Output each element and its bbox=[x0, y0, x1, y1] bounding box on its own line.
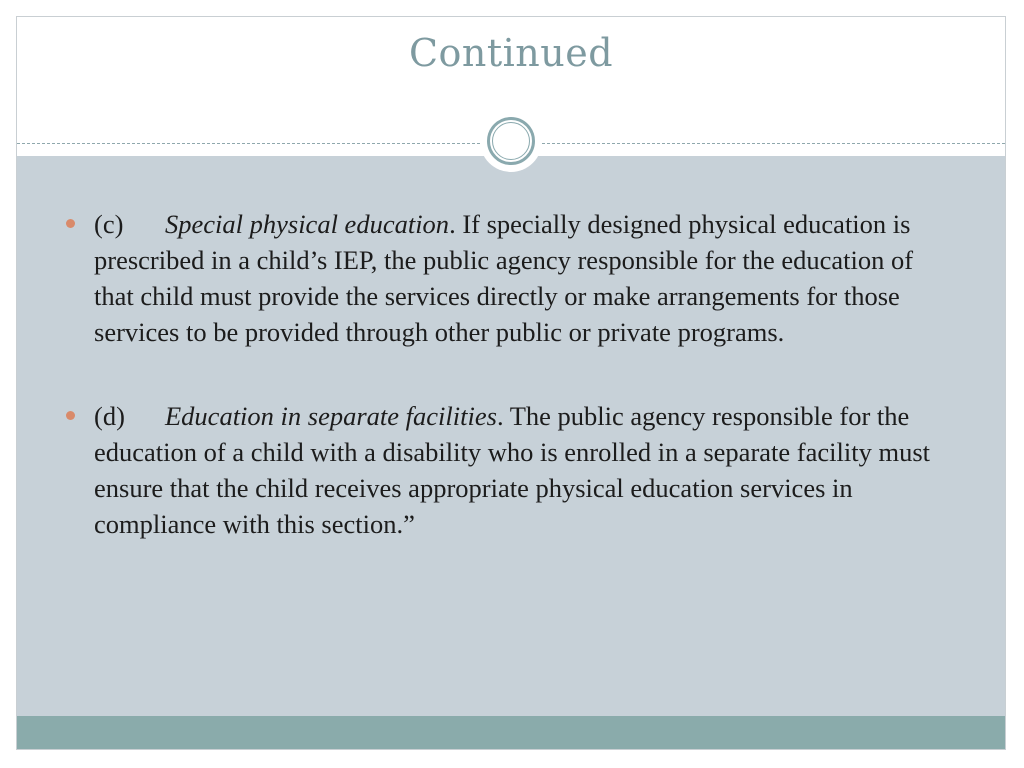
divider-inner-ring-icon bbox=[492, 122, 530, 160]
bullet-heading: Special physical education bbox=[165, 209, 450, 239]
bullet-dot-icon bbox=[66, 411, 75, 420]
bullet-text: . The public agency responsible for the education of a child with a disability who is enrolled in a separate facility must ensure that the child receives appropriate physical education services in compliance with this section.” bbox=[94, 401, 930, 539]
bullet-label: (d) bbox=[94, 401, 125, 431]
bullet-text: . If specially designed physical education is prescribed in a child’s IEP, the public agency responsible for the education of that child must provide the services directly or make arrangements for those services to be provided through other public or private programs. bbox=[94, 209, 914, 347]
bullet-heading: Education in separate facilities bbox=[165, 401, 497, 431]
bullet-item-d bbox=[17, 398, 1005, 542]
bullet-item-c bbox=[17, 206, 1005, 350]
slide-title: Continued bbox=[408, 31, 614, 75]
footer-band bbox=[17, 716, 1005, 750]
slide bbox=[16, 16, 1006, 750]
bullet-dot-icon bbox=[66, 219, 75, 228]
bullet-label: (c) bbox=[94, 209, 124, 239]
bullet-list bbox=[17, 206, 1005, 590]
